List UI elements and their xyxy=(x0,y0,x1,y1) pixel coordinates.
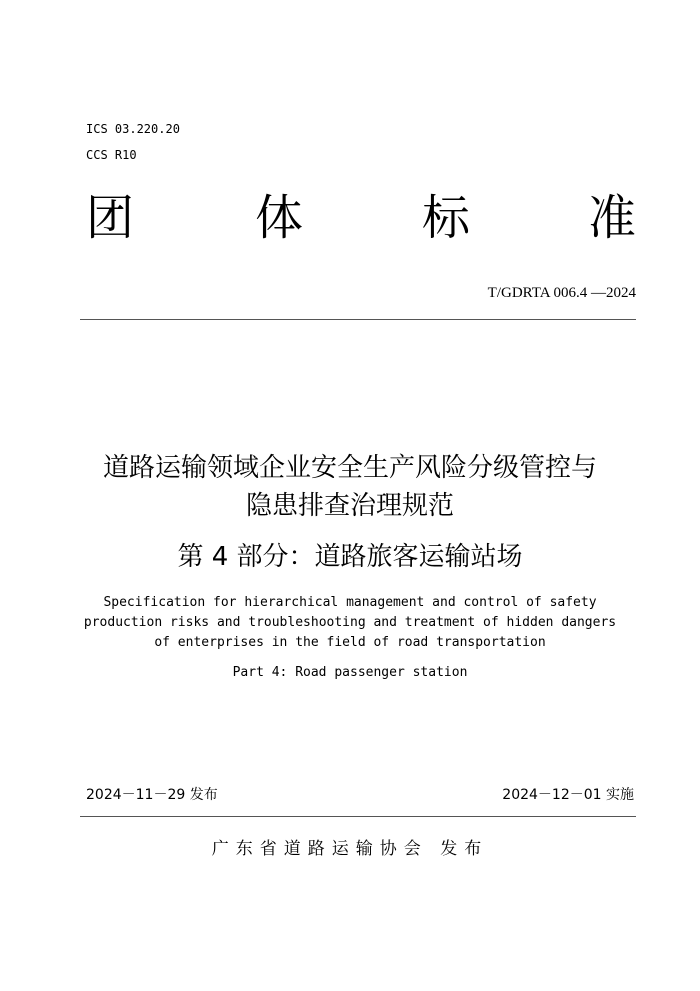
title-en-line3: of enterprises in the field of road transportation xyxy=(154,635,546,650)
implementation-date: 2024－12－01 实施 xyxy=(502,787,634,803)
publisher: 广东省道路运输协会 发布 xyxy=(211,839,489,859)
standard-type-char-2: 体 xyxy=(255,190,304,246)
standard-type-char-1: 团 xyxy=(86,190,135,246)
standard-number: T/GDRTA 006.4 —2024 xyxy=(487,285,636,301)
bottom-divider xyxy=(80,816,636,817)
title-en-line1: Specification for hierarchical management and control of safety xyxy=(103,595,597,610)
title-en-part: Part 4: Road passenger station xyxy=(232,665,468,680)
top-divider xyxy=(80,319,636,320)
title-zh-line1: 道路运输领域企业安全生产风险分级管控与 xyxy=(102,453,597,483)
standard-type-char-3: 标 xyxy=(422,190,471,246)
title-zh-part: 第 4 部分：道路旅客运输站场 xyxy=(177,542,523,572)
title-zh-line2: 隐患排查治理规范 xyxy=(245,491,454,521)
title-en-line2: production risks and troubleshooting and treatment of hidden dangers xyxy=(83,615,617,630)
ics-code: ICS 03.220.20 xyxy=(86,122,180,136)
issue-date: 2024－11－29 发布 xyxy=(86,787,218,803)
standard-type-char-4: 准 xyxy=(588,190,637,246)
ccs-code: CCS R10 xyxy=(86,148,137,162)
